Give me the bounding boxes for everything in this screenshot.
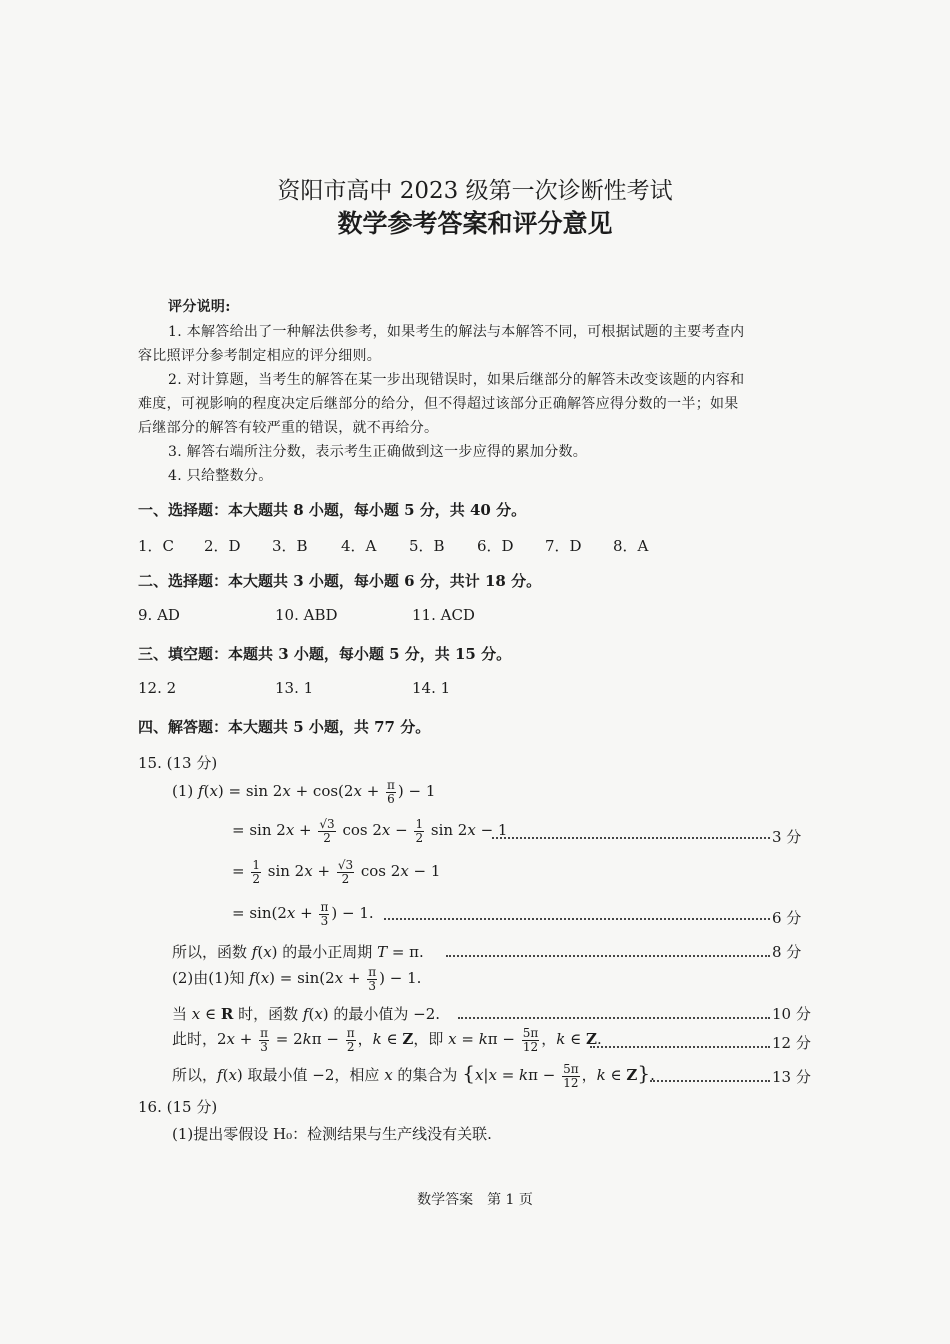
section-4-heading: 四、解答题：本大题共 5 小题，共 77 分。: [138, 718, 431, 736]
answer-item: 10. ABD: [275, 606, 338, 624]
answer-item: 12. 2: [138, 679, 177, 697]
answer-item: 13. 1: [275, 679, 314, 697]
note-1-line-2: 容比照评分参考制定相应的评分细则。: [138, 348, 382, 364]
answer-item: 4．A: [341, 537, 377, 555]
q15-line-7: 当 x ∈ R 时，函数 f(x) 的最小值为 −2.: [172, 1005, 441, 1023]
q15-line-9: 所以，f(x) 取最小值 −2，相应 x 的集合为 {x|x = kπ − $\frac{5\pi}{12}$ ，k ∈ Z}.: [172, 1061, 655, 1090]
question-16-label: 16. (15 分): [138, 1098, 218, 1116]
section-1-heading: 一、选择题：本大题共 8 小题，每小题 5 分，共 40 分。: [138, 501, 527, 519]
exam-title: 资阳市高中 2023 级第一次诊断性考试: [277, 178, 673, 204]
q15-line-8: 此时，2x + $\frac{\pi}{3}$ = 2kπ − $\frac{\pi}{2}$ ，k ∈ Z，即 x = kπ − $\frac{5\pi}{12}$ ，k ∈ Z.: [172, 1026, 602, 1054]
answer-item: 9. AD: [138, 606, 180, 624]
note-1-line-1: 1. 本解答给出了一种解法供参考，如果考生的解法与本解答不同，可根据试题的主要考查内: [168, 324, 745, 340]
answer-item: 1．C: [138, 537, 175, 555]
answer-item: 3．B: [272, 537, 308, 555]
note-4: 4. 只给整数分。: [168, 468, 273, 484]
answer-item: 5．B: [409, 537, 445, 555]
answer-item: 8．A: [613, 537, 649, 555]
note-3: 3. 解答右端所注分数，表示考生正确做到这一步应得的累加分数。: [168, 444, 588, 460]
q15-line-5: 所以，函数 f(x) 的最小正周期 T = π.: [172, 943, 424, 961]
answer-item: 11. ACD: [412, 606, 475, 624]
section-3-heading: 三、填空题：本题共 3 小题，每小题 5 分，共 15 分。: [138, 645, 512, 663]
score-mark: 13 分: [772, 1068, 811, 1086]
answer-item: 7．D: [545, 537, 582, 555]
answer-item: 2．D: [204, 537, 241, 555]
q16-part-1: (1)提出零假设 H₀：检测结果与生产线没有关联.: [172, 1125, 492, 1143]
answer-key-title: 数学参考答案和评分意见: [337, 209, 613, 238]
question-15-label: 15. (13 分): [138, 754, 218, 772]
score-mark: 8 分: [772, 943, 802, 961]
answer-item: 6．D: [477, 537, 514, 555]
q15-line-3: = $\frac{1}{2}$ sin 2x + $\frac{√3}{2}$ cos 2x − 1: [232, 858, 441, 886]
score-mark: 6 分: [772, 909, 802, 927]
note-2-line-1: 2. 对计算题，当考生的解答在某一步出现错误时，如果后继部分的解答未改变该题的内容和: [168, 372, 745, 388]
q15-line-1: (1) f(x) = sin 2x + cos(2x + $\frac{\pi}{6}$ ) − 1: [172, 778, 436, 806]
section-2-heading: 二、选择题：本大题共 3 小题，每小题 6 分，共计 18 分。: [138, 572, 542, 590]
grading-notes-heading: 评分说明:: [168, 299, 231, 315]
score-mark: 10 分: [772, 1005, 811, 1023]
page-footer: 数学答案 第 1 页: [417, 1192, 533, 1208]
score-mark: 3 分: [772, 828, 802, 846]
note-2-line-2: 难度，可视影响的程度决定后继部分的给分，但不得超过该部分正确解答应得分数的一半；如果: [138, 396, 739, 412]
q15-line-4: = sin(2x + $\frac{\pi}{3}$ ) − 1.: [232, 900, 374, 928]
q15-line-2: = sin 2x + $\frac{√3}{2}$ cos 2x − $\frac{1}{2}$ sin 2x − 1: [232, 817, 508, 845]
answer-item: 14. 1: [412, 679, 451, 697]
q15-line-6: (2)由(1)知 f(x) = sin(2x + $\frac{\pi}{3}$ ) − 1.: [172, 965, 422, 993]
score-mark: 12 分: [772, 1034, 811, 1052]
note-2-line-3: 后继部分的解答有较严重的错误，就不再给分。: [138, 420, 439, 436]
